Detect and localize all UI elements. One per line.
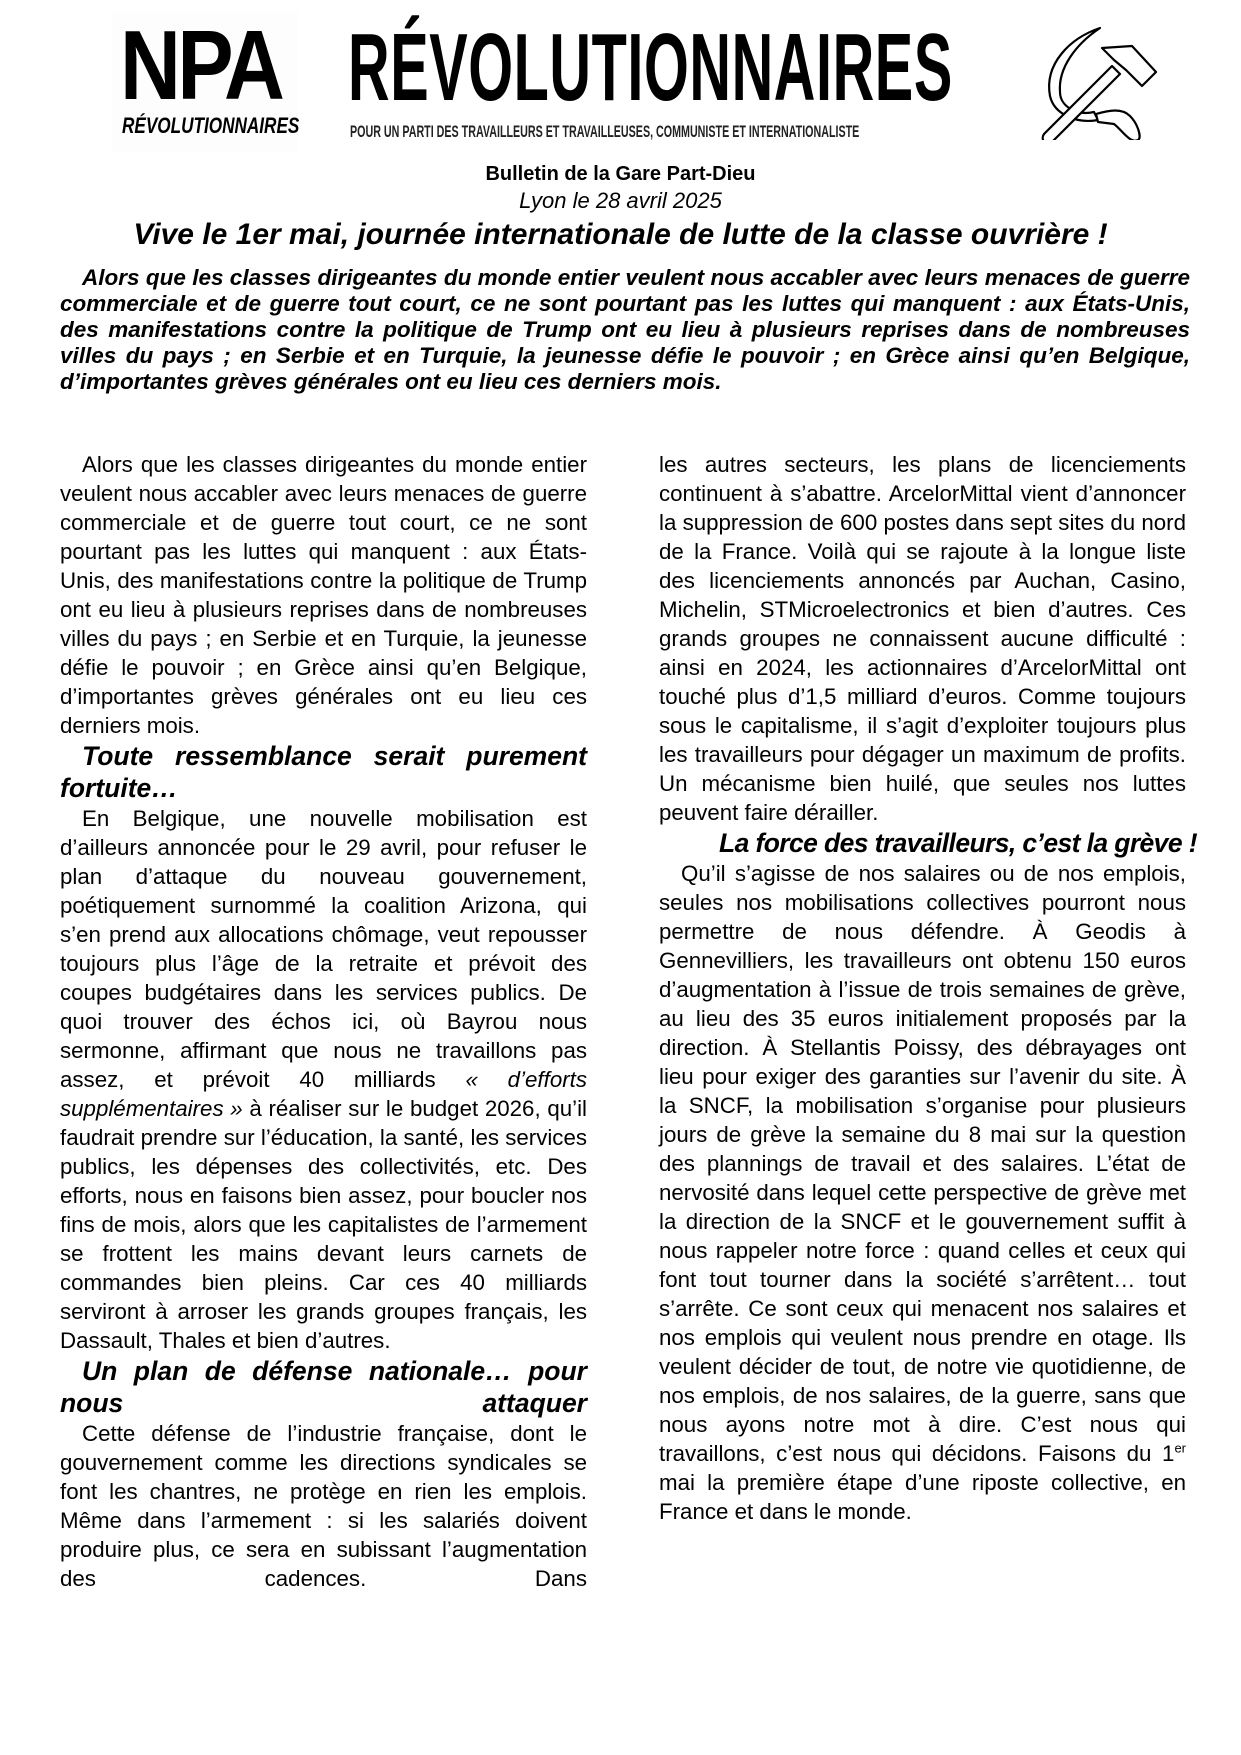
ordinal-suffix: er bbox=[1174, 1440, 1186, 1456]
ordinal-number: 1 bbox=[1162, 1441, 1175, 1466]
body-text: Qu’il s’agisse de nos salaires ou de nos emplois, seules nos mobilisations collectives pourront nous permettre de nous défendre. À Geodis à Gennevilliers, les travailleurs ont obtenu 150 euros d’augmentation à l’issue de trois semaines de grève, au lieu des 35 euros initialement proposés par la direction. À Stellantis Poissy, des débrayages ont lieu pour exiger des garanties sur l’avenir du site. À la SNCF, la mobilisation s’organise pour plusieurs jours de grève la semaine du 8 mai sur la question des plannings de travail et des salaires. L’état de nervosité dans lequel cette perspective de grève met la direction de la SNCF et le gouvernement suffit à nous rappeler notre force : quand celles et ceux qui font tout tourner dans la société s’arrêtent… tout s’arrête. Ce sont ceux qui menacent nos salaires et nos emplois qui veulent nous prendre en otage. Ils veulent décider de tout, de notre vie quotidienne, de nos emplois, de nos salaires, de la guerre, sans que nous ayons notre mot à dire. C’est nous qui travaillons, c’est nous qui décidons. Faisons du bbox=[659, 861, 1186, 1466]
body-text: mai la première étape d’une riposte collective, en France et dans le monde. bbox=[659, 1470, 1186, 1524]
continuation-paragraph: les autres secteurs, les plans de licenciements continuent à s’abattre. ArcelorMittal vient d’annoncer la suppression de 600 postes dans sept sites du nord de la France. Voilà qui se rajoute à la longue liste des licenciements annoncés par Auchan, Casino, Michelin, STMicroelectronics et bien d’autres. Ces grands groupes ne connaissent aucune difficulté : ainsi en 2024, les actionnaires d’ArcelorMittal ont touché plus d’1,5 milliard d’euros. Comme toujours sous le capitalisme, il s’agit d’exploiter toujours plus les travailleurs pour dégager un maximum de profits. Un mécanisme bien huilé, que seules nos luttes peuvent faire dérailler. bbox=[659, 452, 1186, 825]
body-text: à réaliser sur le budget 2026, qu’il faudrait prendre sur l’éducation, la santé, les services publics, les dépenses des collectivités, etc. Des efforts, nous en faisons bien assez, pour boucler nos fins de mois, alors que les capitalistes de l’armement se frottent les mains devant leurs carnets de commandes bien pleins. Car ces 40 milliards serviront à arroser les grands groupes français, les Dassault, Thales et bien d’autres. bbox=[60, 1096, 588, 1353]
masthead-title: RÉVOLUTIONNAIRES bbox=[348, 14, 953, 121]
body-text: En Belgique, une nouvelle mobilisation est d’ailleurs annoncée pour le 29 avril, pour refuser le plan d’attaque du nouveau gouvernement, poétiquement surnommé la coalition Arizona, qui s’en prend aux allocations chômage, veut repousser toujours plus l’âge de la retraite et prévoit des coupes budgétaires dans les services publics. De quoi trouver des échos ici, où Bayrou nous sermonne, affirmant que nous ne travaillons pas assez, et prévoit 40 milliards bbox=[60, 806, 587, 1092]
section-body-defense: Cette défense de l’industrie française, dont le gouvernement comme les directions syndicales se font les chantres, ne protège en rien les emplois. Même dans l’armement : si les salariés doivent produire plus, ce sera en subissant l’augmentation des cadences. Dans bbox=[60, 1421, 587, 1591]
section-body-greve bbox=[659, 859, 1186, 1526]
npa-logo bbox=[112, 12, 298, 152]
section-body-belgique bbox=[60, 804, 587, 1355]
section-heading-fortuite: Toute ressemblance serait purement fortuite… bbox=[60, 741, 587, 803]
right-column bbox=[659, 450, 1197, 1526]
main-headline: Vive le 1er mai, journée internationale de lutte de la classe ouvrière ! bbox=[133, 218, 1108, 251]
bulletin-date: Lyon le 28 avril 2025 bbox=[519, 188, 722, 213]
quote-text: « d’efforts supplémentaires » bbox=[60, 1067, 587, 1121]
intro-paragraph: Alors que les classes dirigeantes du monde entier veulent nous accabler avec leurs menaces de guerre commerciale et de guerre tout court, ce ne sont pourtant pas les luttes qui manquent : aux États-Unis, des manifestations contre la politique de Trump ont eu lieu à plusieurs reprises dans de nombreuses villes du pays ; en Serbie et en Turquie, la jeunesse défie le pouvoir ; en Grèce ainsi qu’en Belgique, d’importantes grèves générales ont eu lieu ces derniers mois. bbox=[60, 452, 587, 738]
npa-logo-text: NPA bbox=[120, 10, 282, 120]
page-header bbox=[0, 0, 1241, 160]
masthead bbox=[348, 14, 988, 142]
hammer-and-sickle-icon bbox=[1030, 12, 1158, 140]
lead-paragraph: Alors que les classes dirigeantes du monde entier veulent nous accabler avec leurs menaces de guerre commerciale et de guerre tout court, ce ne sont pourtant pas les luttes qui manquent : aux États-Unis, des manifestations contre la politique de Trump ont eu lieu à plusieurs reprises dans de nombreuses villes du pays ; en Serbie et en Turquie, la jeunesse défie le pouvoir ; en Grèce ainsi qu’en Belgique, d’importantes grèves générales ont eu lieu ces derniers mois. bbox=[60, 265, 1190, 394]
left-column bbox=[60, 450, 587, 1593]
npa-logo-subtitle: RÉVOLUTIONNAIRES bbox=[122, 113, 300, 138]
section-heading-force-greve: La force des travailleurs, c’est la grève ! bbox=[719, 828, 1197, 858]
section-heading-defense-nationale: Un plan de défense nationale… pour nous attaquer bbox=[60, 1356, 587, 1418]
bulletin-name: Bulletin de la Gare Part-Dieu bbox=[485, 163, 756, 185]
masthead-tagline: POUR UN PARTI DES TRAVAILLEURS ET TRAVAILLEUSES, COMMUNISTE ET INTERNATIONALISTE bbox=[350, 122, 860, 141]
